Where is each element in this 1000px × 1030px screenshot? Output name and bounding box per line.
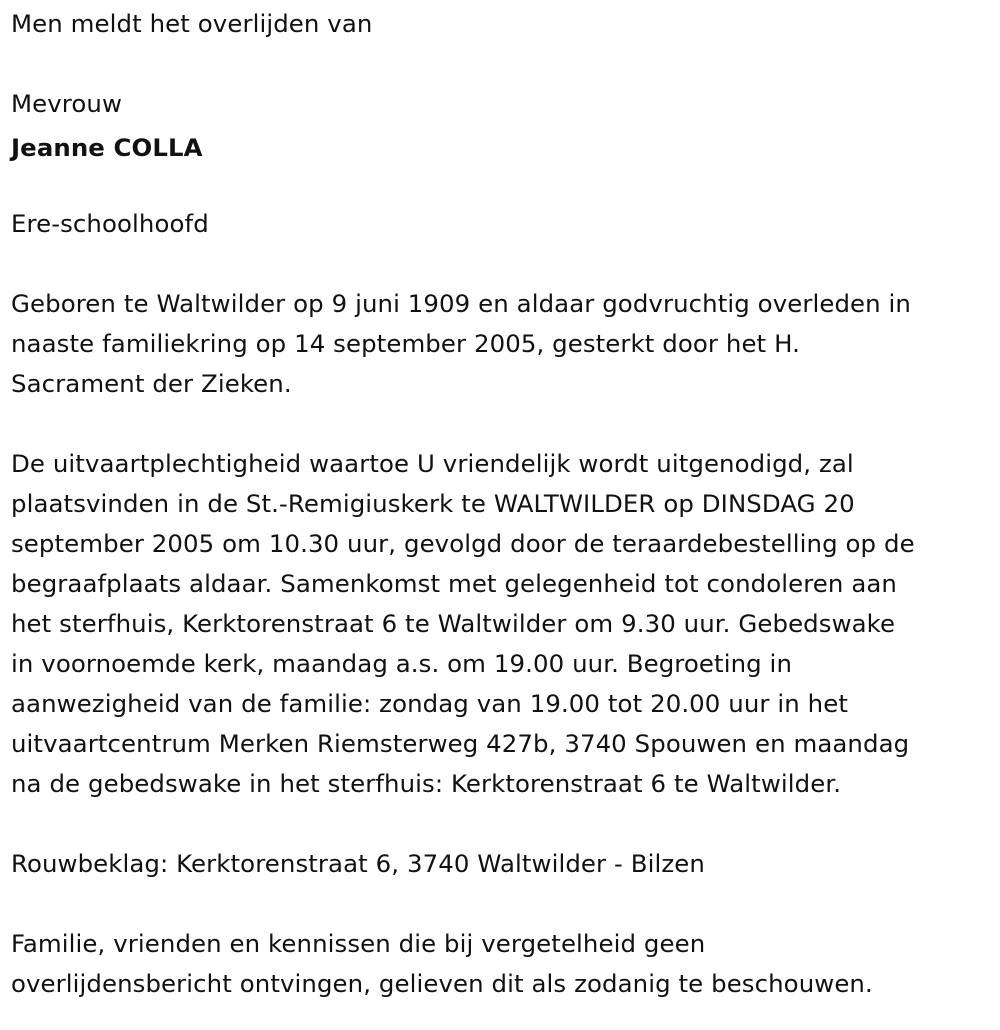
closing-line: overlijdensbericht ontvingen, gelieven dit als zodanig te beschouwen. [11, 969, 873, 998]
birth-line: Geboren te Waltwilder op 9 juni 1909 en aldaar godvruchtig overleden in [11, 289, 911, 318]
birth-line: naaste familiekring op 14 september 2005, gesterkt door het H. [11, 329, 800, 358]
ceremony-line: na de gebedswake in het sterfhuis: Kerktorenstraat 6 te Waltwilder. [11, 769, 842, 798]
birth-line: Sacrament der Zieken. [11, 369, 292, 398]
ceremony-paragraph [11, 444, 993, 804]
ceremony-line: het sterfhuis, Kerktorenstraat 6 te Waltwilder om 9.30 uur. Gebedswake [11, 609, 896, 638]
ceremony-line: in voornoemde kerk, maandag a.s. om 19.00 uur. Begroeting in [11, 649, 792, 678]
spacer [11, 804, 993, 844]
condolence-address: Rouwbeklag: Kerktorenstraat 6, 3740 Waltwilder - Bilzen [11, 849, 705, 878]
intro-text: Men meldt het overlijden van [11, 9, 373, 38]
obituary-notice [11, 4, 993, 1004]
spacer [11, 172, 993, 204]
spacer [11, 244, 993, 284]
spacer [11, 404, 993, 444]
birth-paragraph [11, 284, 993, 404]
salutation: Mevrouw [11, 89, 123, 118]
deceased-name: Jeanne COLLA [11, 133, 203, 162]
ceremony-line: begraafplaats aldaar. Samenkomst met gelegenheid tot condoleren aan [11, 569, 897, 598]
spacer [11, 884, 993, 924]
ceremony-line: aanwezigheid van de familie: zondag van 19.00 tot 20.00 uur in het [11, 689, 848, 718]
closing-paragraph [11, 924, 993, 1004]
closing-line: Familie, vrienden en kennissen die bij vergetelheid geen [11, 929, 706, 958]
ceremony-line: plaatsvinden in de St.-Remigiuskerk te WALTWILDER op DINSDAG 20 [11, 489, 855, 518]
ceremony-line: De uitvaartplechtigheid waartoe U vriendelijk wordt uitgenodigd, zal [11, 449, 854, 478]
ceremony-line: september 2005 om 10.30 uur, gevolgd door de teraardebestelling op de [11, 529, 915, 558]
ceremony-line: uitvaartcentrum Merken Riemsterweg 427b, 3740 Spouwen en maandag [11, 729, 910, 758]
deceased-title: Ere-schoolhoofd [11, 209, 209, 238]
spacer [11, 44, 993, 84]
